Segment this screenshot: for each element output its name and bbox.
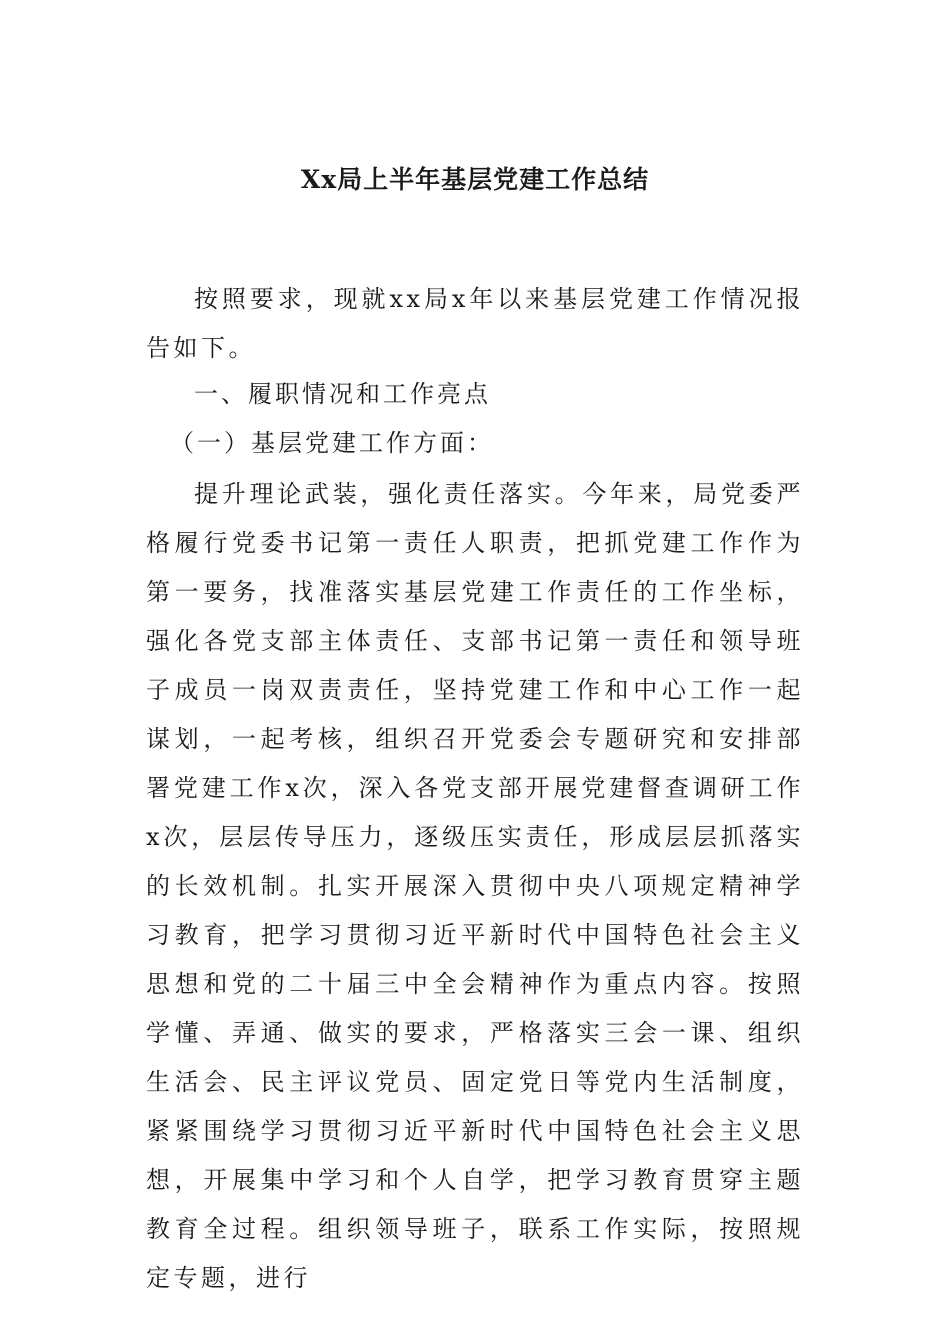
intro-paragraph: 按照要求，现就xx局x年以来基层党建工作情况报告如下。 xyxy=(146,285,804,362)
section-heading: 一、履职情况和工作亮点 xyxy=(194,380,491,408)
body-paragraph: 提升理论武装，强化责任落实。今年来，局党委严格履行党委书记第一责任人职责，把抓党建工作作为第一要务，找准落实基层党建工作责任的工作坐标，强化各党支部主体责任、支部书记第一责任和领导班子成员一岗双责责任，坚持党建工作和中心工作一起谋划，一起考核，组织召开党委会专题研究和安排部署党建工作x次，深入各党支部开展党建督查调研工作x次，层层传导压力，逐级压实责任，形成层层抓落实的长效机制。扎实开展深入贯彻中央八项规定精神学习教育，把学习贯彻习近平新时代中国特色社会主义思想和党的二十届三中全会精神作为重点内容。按照学懂、弄通、做实的要求，严格落实三会一课、组织生活会、民主评议党员、固定党日等党内生活制度，紧紧围绕学习贯彻习近平新时代中国特色社会主义思想，开展集中学习和个人自学，把学习教育贯穿主题教育全过程。组织领导班子，联系工作实际，按照规定专题，进行 xyxy=(146,480,804,1292)
subsection-heading: （一）基层党建工作方面： xyxy=(170,429,494,457)
document-title: Xx局上半年基层党建工作总结 xyxy=(300,165,650,194)
